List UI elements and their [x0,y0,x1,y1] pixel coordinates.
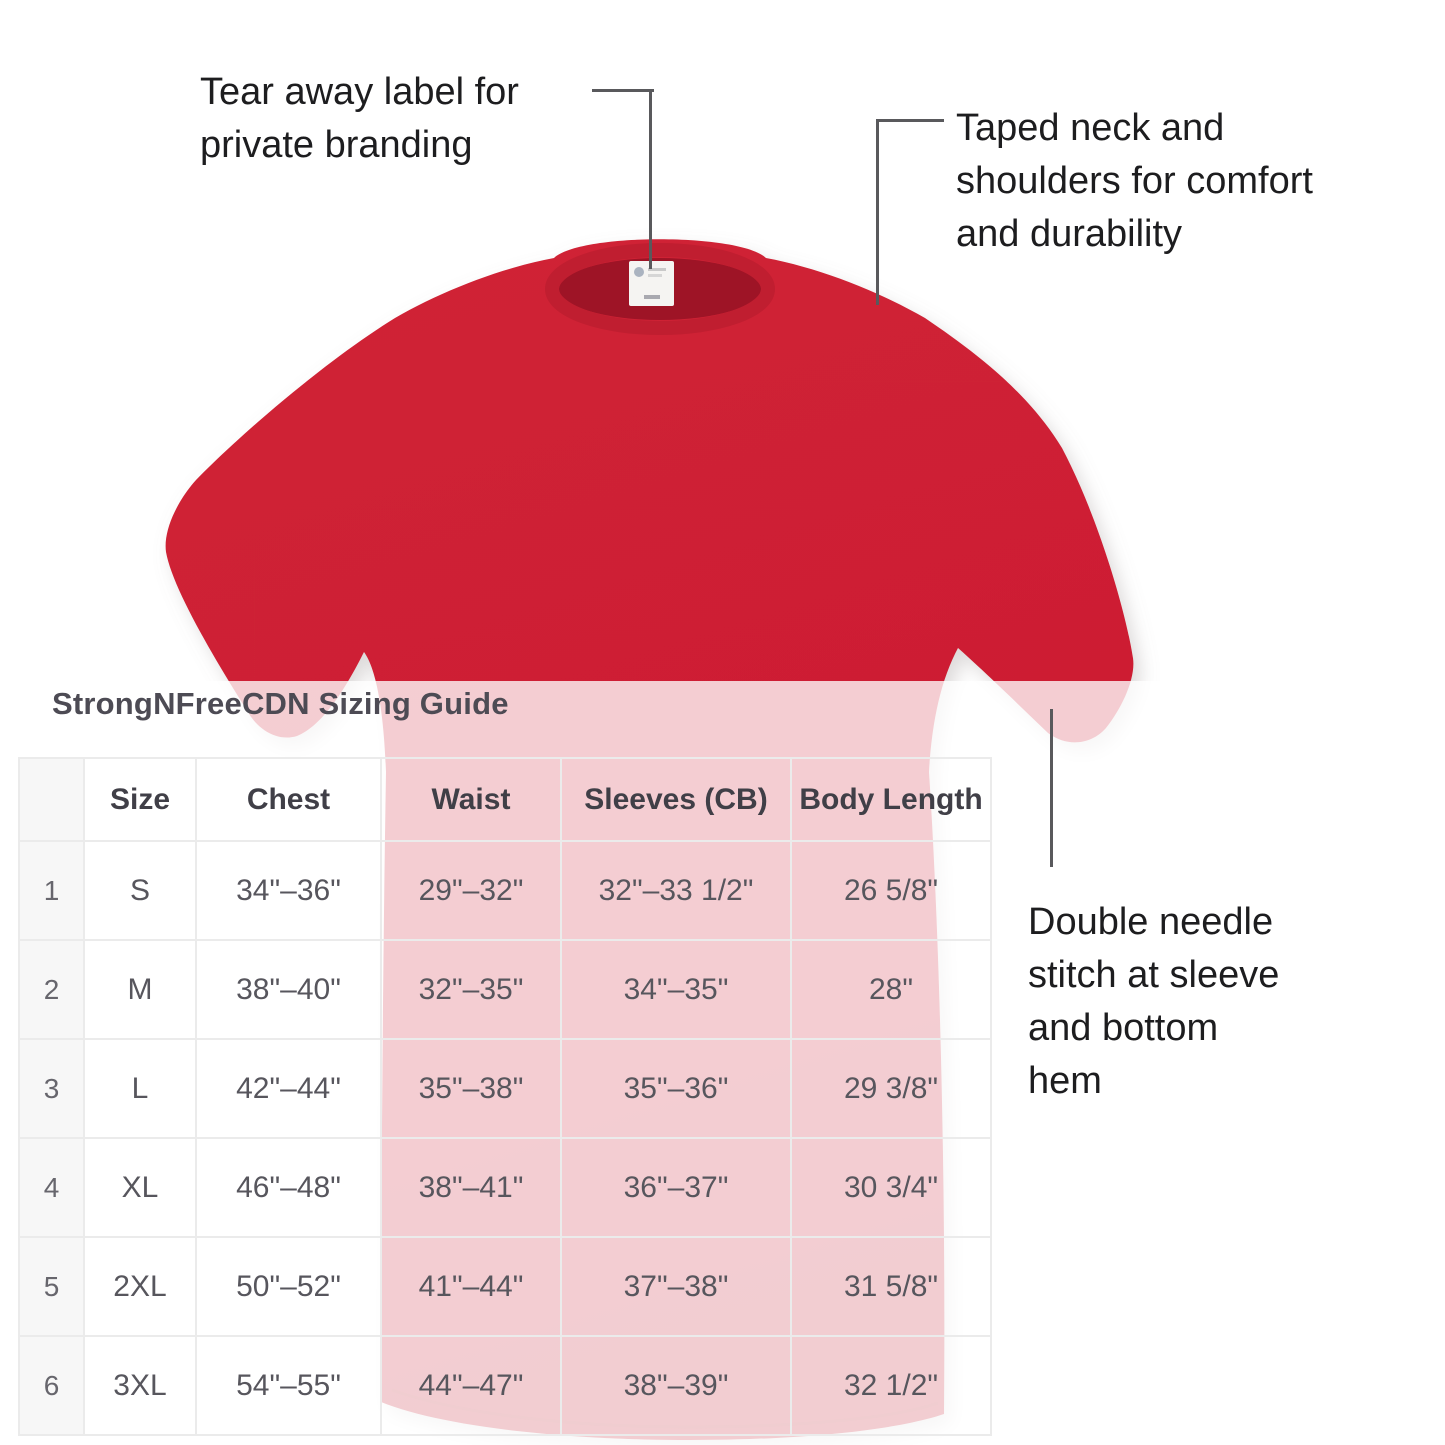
size-value-cell: 37"–38" [561,1237,791,1336]
callout-line-double-needle [1050,709,1053,867]
size-value-cell: 54"–55" [196,1336,381,1435]
callout-taped-neck [956,102,1313,261]
size-value-cell: S [84,841,196,940]
size-value-cell: 38"–39" [561,1336,791,1435]
size-value-cell: 41"–44" [381,1237,561,1336]
size-value-cell: 29"–32" [381,841,561,940]
size-value-cell: 46"–48" [196,1138,381,1237]
column-header-size: Size [84,758,196,841]
callout-line-text: Tear away label for [200,71,519,113]
callout-double-needle [1028,896,1279,1108]
callout-line-text: hem [1028,1060,1102,1102]
column-header-chest: Chest [196,758,381,841]
column-header-index [19,758,84,841]
size-value-cell: 29 3/8" [791,1039,991,1138]
row-index-cell: 6 [19,1336,84,1435]
size-value-cell: L [84,1039,196,1138]
callout-line-text: Double needle [1028,901,1274,943]
size-value-cell: 31 5/8" [791,1237,991,1336]
callout-tear-away-label [200,66,519,172]
row-index-cell: 5 [19,1237,84,1336]
row-index-cell: 2 [19,940,84,1039]
size-value-cell: 35"–38" [381,1039,561,1138]
callout-line-text: Taped neck and [956,107,1225,149]
table-row [19,841,991,940]
size-value-cell: 38"–41" [381,1138,561,1237]
size-value-cell: 30 3/4" [791,1138,991,1237]
size-value-cell: 28" [791,940,991,1039]
row-index-cell: 4 [19,1138,84,1237]
size-value-cell: 26 5/8" [791,841,991,940]
size-value-cell: 36"–37" [561,1138,791,1237]
callout-line-taped-neck [876,119,879,305]
callout-line-text: private branding [200,124,473,166]
callout-line-text: and bottom [1028,1007,1219,1049]
size-value-cell: 35"–36" [561,1039,791,1138]
column-header-body-length: Body Length [791,758,991,841]
row-index-cell: 1 [19,841,84,940]
table-row [19,1336,991,1435]
sizing-guide-title: StrongNFreeCDN Sizing Guide [52,686,509,721]
row-index-cell: 3 [19,1039,84,1138]
callout-line-text: stitch at sleeve [1028,954,1280,996]
size-value-cell: XL [84,1138,196,1237]
size-value-cell: 3XL [84,1336,196,1435]
size-value-cell: 50"–52" [196,1237,381,1336]
size-value-cell: 32 1/2" [791,1336,991,1435]
sizing-guide-table [18,757,992,1436]
size-value-cell: M [84,940,196,1039]
table-row [19,1138,991,1237]
size-value-cell: 34"–36" [196,841,381,940]
callout-line-text: and durability [956,213,1183,255]
size-value-cell: 2XL [84,1237,196,1336]
table-row [19,940,991,1039]
callout-line-tear-away [649,89,652,269]
table-header [19,758,991,841]
size-value-cell: 32"–33 1/2" [561,841,791,940]
table-row [19,1039,991,1138]
size-value-cell: 34"–35" [561,940,791,1039]
size-value-cell: 32"–35" [381,940,561,1039]
table-row [19,1237,991,1336]
callout-line-tear-away [592,89,654,92]
callout-line-text: shoulders for comfort [956,160,1313,202]
size-value-cell: 38"–40" [196,940,381,1039]
size-value-cell: 42"–44" [196,1039,381,1138]
callout-line-taped-neck [876,119,944,122]
size-value-cell: 44"–47" [381,1336,561,1435]
column-header-sleeves-cb-: Sleeves (CB) [561,758,791,841]
column-header-waist: Waist [381,758,561,841]
